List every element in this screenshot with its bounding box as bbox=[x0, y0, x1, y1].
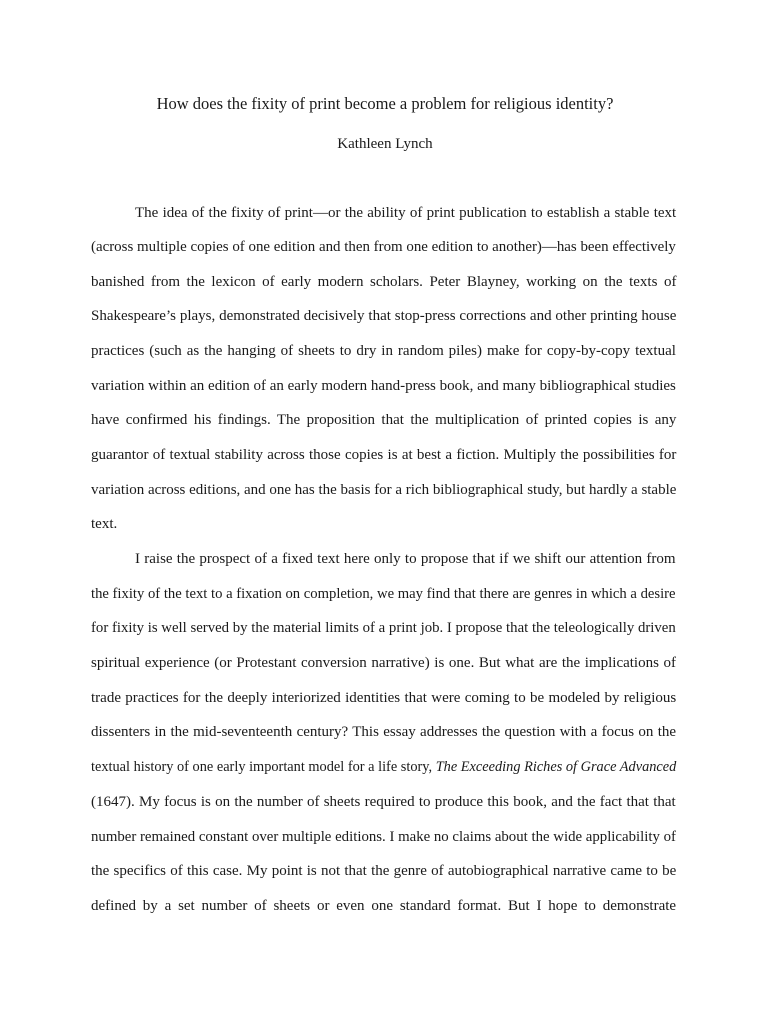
body-line: variation across editions, and one has the basis for a rich bibliographical study, but hardly a stable bbox=[91, 482, 677, 498]
body-line: defined by a set number of sheets or even one standard format. But I hope to demonstrate bbox=[91, 898, 677, 914]
body-line: the fixity of the text to a fixation on completion, we may find that there are genres in which a desire bbox=[91, 586, 676, 602]
body-line: I raise the prospect of a fixed text here only to propose that if we shift our attention from bbox=[135, 551, 676, 567]
body-line: (across multiple copies of one edition and then from one edition to another)—has been effectively bbox=[91, 239, 676, 255]
body-line: The idea of the fixity of print—or the ability of print publication to establish a stable text bbox=[135, 205, 677, 221]
body-line: the specifics of this case. My point is not that the genre of autobiographical narrative came to be bbox=[91, 863, 677, 879]
body-line: number remained constant over multiple editions. I make no claims about the wide applicability of bbox=[91, 829, 676, 845]
body-line-text: textual history of one early important model for a life story, bbox=[91, 759, 433, 775]
body-line: variation within an edition of an early modern hand-press book, and many bibliographical studies bbox=[91, 378, 676, 394]
body-line: trade practices for the deeply interiorized identities that were coming to be modeled by religious bbox=[91, 690, 677, 706]
body-line: for fixity is well served by the material limits of a print job. I propose that the teleologically driven bbox=[91, 620, 676, 636]
body-line: spiritual experience (or Protestant conversion narrative) is one. But what are the implications of bbox=[91, 655, 677, 671]
body-line: have confirmed his findings. The proposition that the multiplication of printed copies is any bbox=[91, 412, 677, 428]
book-title-italic: The Exceeding Riches of Grace Advanced bbox=[435, 759, 677, 775]
body-line: guarantor of textual stability across those copies is at best a fiction. Multiply the possibilities for bbox=[91, 447, 677, 463]
body-line: (1647). My focus is on the number of sheets required to produce this book, and the fact that that bbox=[91, 794, 676, 810]
body-line: Shakespeare’s plays, demonstrated decisively that stop-press corrections and other printing house bbox=[91, 308, 677, 324]
body-line bbox=[91, 756, 676, 778]
body-line: dissenters in the mid-seventeenth century? This essay addresses the question with a focus on the bbox=[91, 724, 677, 740]
author-name: Kathleen Lynch bbox=[337, 136, 433, 152]
page-title: How does the fixity of print become a problem for religious identity? bbox=[156, 94, 614, 113]
body-line: text. bbox=[91, 516, 118, 532]
body-line: practices (such as the hanging of sheets to dry in random piles) make for copy-by-copy textual bbox=[91, 343, 676, 359]
body-line: banished from the lexicon of early modern scholars. Peter Blayney, working on the texts of bbox=[91, 274, 677, 290]
